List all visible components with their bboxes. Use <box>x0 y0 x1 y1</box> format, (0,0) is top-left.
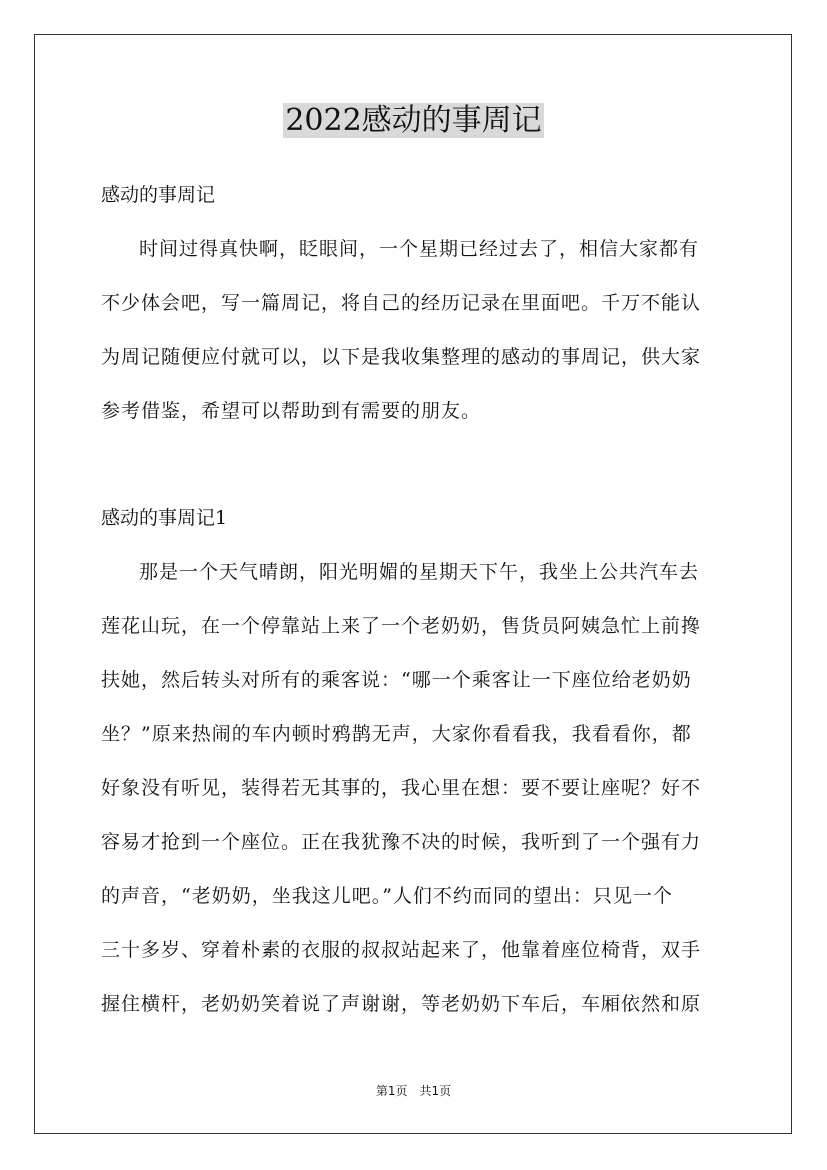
intro-line: 时间过得真快啊，眨眼间，一个星期已经过去了，相信大家都有 <box>139 238 700 260</box>
intro-line: 参考借鉴，希望可以帮助到有需要的朋友。 <box>101 400 482 422</box>
title-text: 2022感动的事周记 <box>285 103 542 138</box>
intro-line: 不少体会吧，写一篇周记，将自己的经历记录在里面吧。千万不能认 <box>101 292 702 314</box>
section1-heading: 感动的事周记1 <box>101 507 228 529</box>
section1-line: 扶她，然后转头对所有的乘客说：“哪一个乘客让一下座位给老奶奶 <box>101 669 692 691</box>
intro-heading: 感动的事周记 <box>101 184 216 206</box>
section1-line: 三十多岁、穿着朴素的衣服的叔叔站起来了，他靠着座位椅背，双手 <box>101 939 702 961</box>
section1-line: 那是一个天气晴朗，阳光明媚的星期天下午，我坐上公共汽车去 <box>139 561 700 583</box>
section1-paragraph <box>101 545 727 1031</box>
section1-line: 莲花山玩，在一个停靠站上来了一个老奶奶，售货员阿姨急忙上前搀 <box>101 615 702 637</box>
intro-paragraph <box>101 222 727 438</box>
intro-line: 为周记随便应付就可以，以下是我收集整理的感动的事周记，供大家 <box>101 346 702 368</box>
section1-line: 好象没有听见，装得若无其事的，我心里在想：要不要让座呢？好不 <box>101 777 702 799</box>
document-title <box>0 100 827 142</box>
section1-line: 坐？”原来热闹的车内顿时鸦鹊无声，大家你看看我，我看看你，都 <box>101 723 692 745</box>
section1-line: 的声音，“老奶奶，坐我这儿吧。”人们不约而同的望出：只见一个 <box>101 885 673 907</box>
section1-line: 握住横杆，老奶奶笑着说了声谢谢，等老奶奶下车后，车厢依然和原 <box>101 993 702 1015</box>
page-footer: 第1页 共1页 <box>375 1084 452 1098</box>
section1-line: 容易才抢到一个座位。正在我犹豫不决的时候，我听到了一个强有力 <box>101 831 702 853</box>
